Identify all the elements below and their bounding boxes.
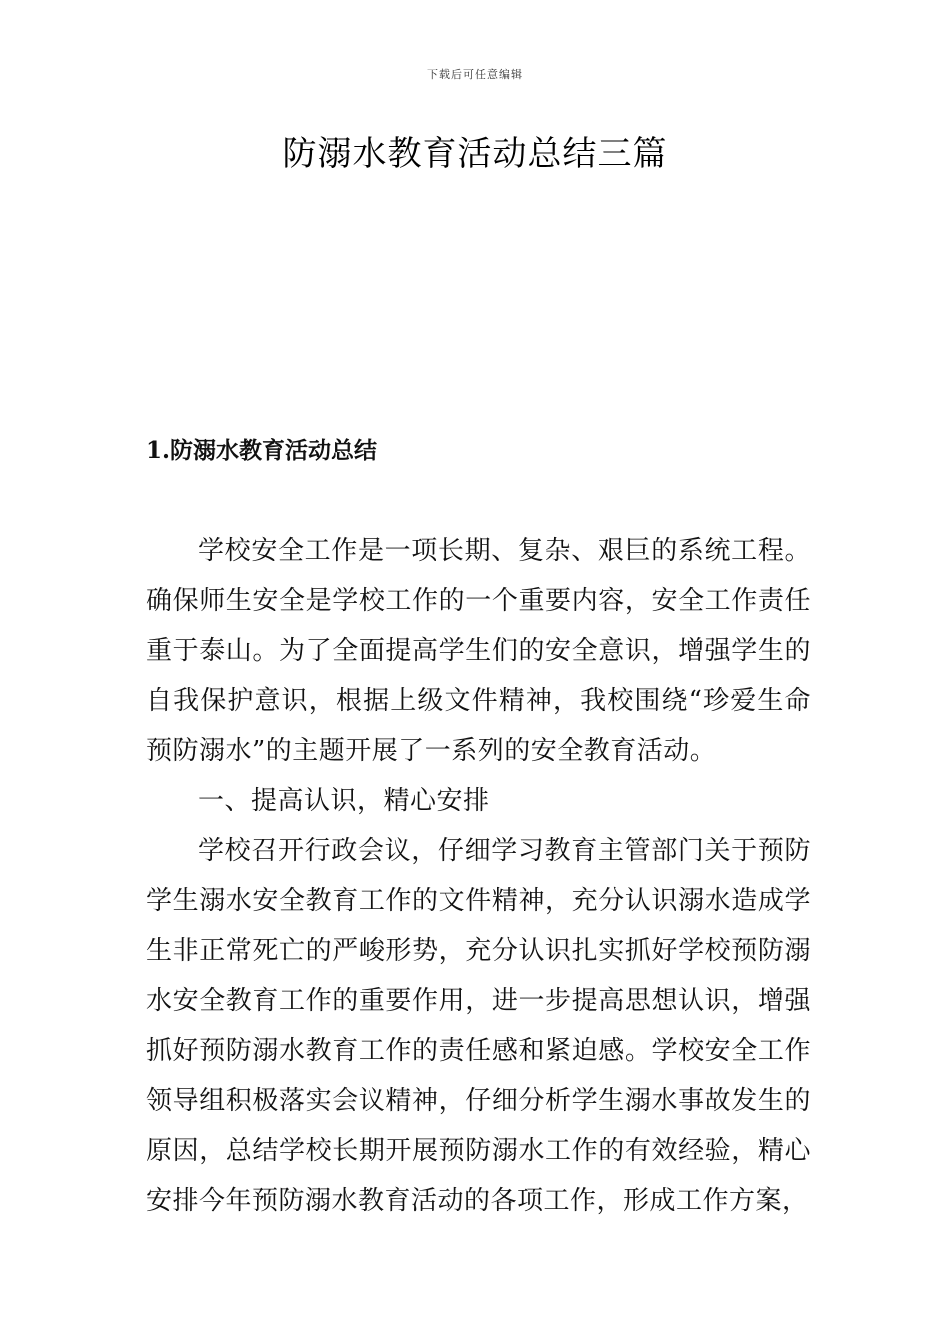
header-note: 下载后可任意编辑 bbox=[427, 68, 523, 81]
document-title: 防溺水教育活动总结三篇 bbox=[282, 134, 668, 174]
paragraph-intro: 学校安全工作是一项长期、复杂、艰巨的系统工程。确保师生安全是学校工作的一个重要内容，安全工作责任重于泰山。为了全面提高学生们的安全意识，增强学生的自我保护意识，根据上级文件精神，我校围绕“珍爱生命预防溺水”的主题开展了一系列的安全教育活动。 bbox=[146, 536, 811, 766]
section-heading: 1.防溺水教育活动总结 bbox=[146, 437, 378, 464]
paragraph-detail: 学校召开行政会议，仔细学习教育主管部门关于预防学生溺水安全教育工作的文件精神，充分认识溺水造成学生非正常死亡的严峻形势，充分认识扎实抓好学校预防溺水安全教育工作的重要作用，进一步提高思想认识，增强抓好预防溺水教育工作的责任感和紧迫感。学校安全工作领导组积极落实会议精神，仔细分析学生溺水事故发生的原因，总结学校长期开展预防溺水工作的有效经验，精心安排今年预防溺水教育活动的各项工作，形成工作方案， bbox=[146, 836, 811, 1216]
body-text bbox=[146, 526, 811, 1226]
paragraph-subheading: 一、提高认识，精心安排 bbox=[198, 786, 490, 816]
